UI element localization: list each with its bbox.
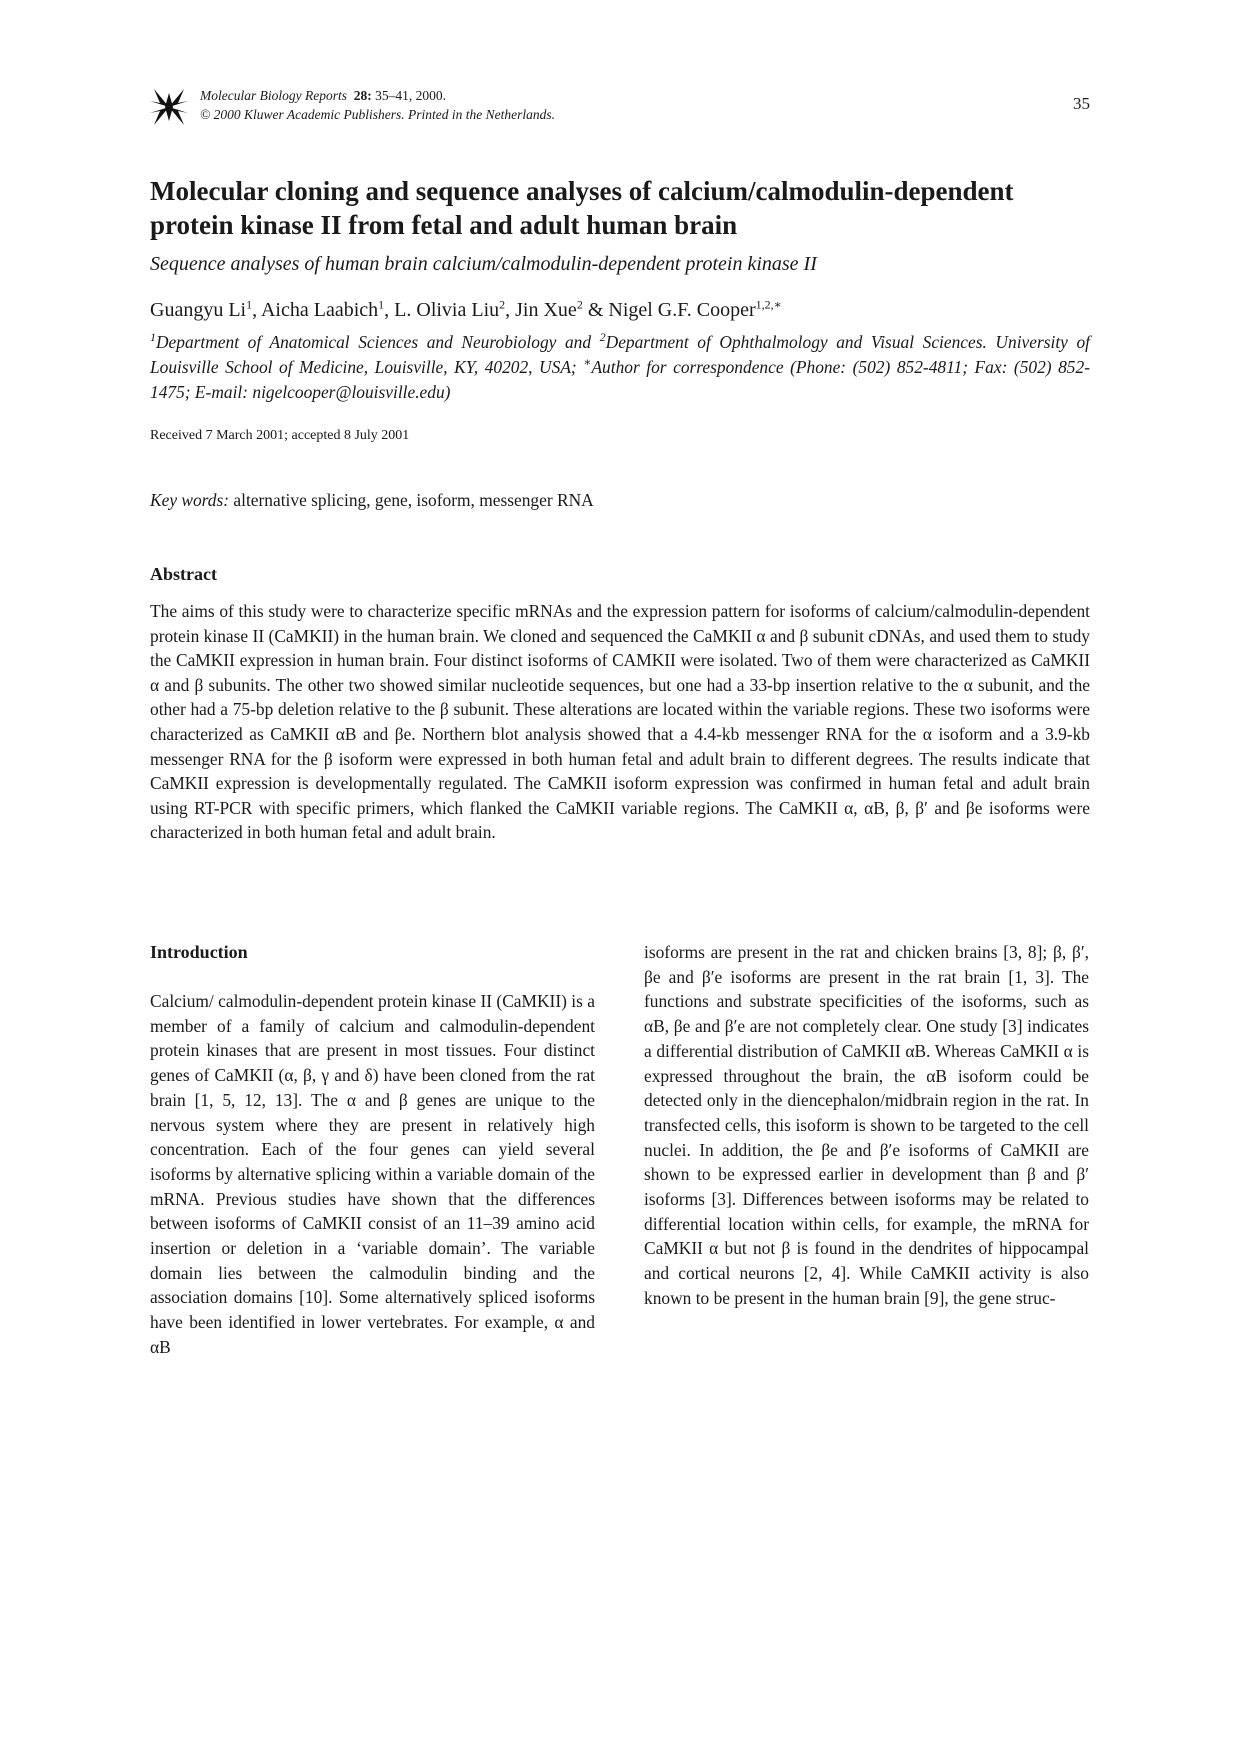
correspondence-text: Author for correspondence (Phone: (502) 852-4811; Fax: (502) 852-1475; E-mail: nigelcooper@louisville.edu) xyxy=(150,357,1090,402)
author-affil-mark: 1 xyxy=(378,297,385,312)
publisher-logo-icon xyxy=(150,87,188,127)
keywords-label: Key words: xyxy=(150,490,230,510)
author-affil-mark: 2 xyxy=(499,297,506,312)
author-name: & Nigel G.F. Cooper xyxy=(582,299,756,321)
journal-volume: 28: xyxy=(353,88,372,103)
paper-title: Molecular cloning and sequence analyses of calcium/calmodulin-dependent protein kinase II from fetal and adult human brain xyxy=(150,176,1014,240)
author-list xyxy=(150,297,1090,323)
affil-mark: 1 xyxy=(150,330,156,345)
abstract-text: The aims of this study were to characterize specific mRNAs and the expression pattern for isoforms of calcium/calmodulin-dependent protein kinase II (CaMKII) in the human brain. We cloned and sequenced the CaMKII α and β subunit cDNAs, and used them to study the CaMKII expression in human brain. Four distinct isoforms of CAMKII were isolated. Two of them were characterized as CaMKII α and β subunits. The other two showed similar nucleotide sequences, but one had a 33-bp insertion relative to the α subunit, and the other had a 75-bp deletion relative to the β subunit. These alterations are located within the variable regions. These two isoforms were characterized as CaMKII αB and βe. Northern blot analysis showed that a 4.4-kb messenger RNA for the α isoform and a 3.9-kb messenger RNA for the β isoform were expressed in both human fetal and adult brain to different degrees. The results indicate that CaMKII expression is developmentally regulated. The CaMKII isoform expression was confirmed in human fetal and adult brain using RT-PCR with specific primers, which flanked the CaMKII variable regions. The CaMKII α, αB, β, β′ and βe isoforms were characterized in both human fetal and adult brain. xyxy=(150,601,1090,843)
journal-info xyxy=(200,86,555,124)
author-name: , Jin Xue xyxy=(505,299,577,321)
author-name: , Aicha Laabich xyxy=(252,299,379,321)
intro-column-right: isoforms are present in the rat and chicken brains [3, 8]; β, β′, βe and β′e isoforms are present in the rat brain [1, 3]. The functions and substrate specificities of the isoforms, such as αB, βe and β′e are not completely clear. One study [3] indicates a differential distribution of CaMKII αB. Whereas CaMKII α is expressed throughout the brain, the αB isoform could be detected only in the diencephalon/midbrain region in the rat. In transfected cells, this isoform is shown to be targeted to the cell nuclei. In addition, the βe and β′e isoforms of CaMKII are shown to be expressed earlier in development than β and β′ isoforms [3]. Differences between isoforms may be related to differential location within cells, for example, the mRNA for CaMKII α but not β is found in the dendrites of hippocampal and cortical neurons [2, 4]. While CaMKII activity is also known to be present in the human brain [9], the gene struc- xyxy=(644,942,1089,1308)
affil-mark: ∗ xyxy=(583,355,592,370)
affil-mark: 2 xyxy=(599,330,606,345)
introduction-heading: Introduction xyxy=(150,942,248,962)
journal-name: Molecular Biology Reports xyxy=(200,88,347,103)
author-affil-mark: 2 xyxy=(576,297,583,312)
affil-text: Department of Anatomical Sciences and Neurobiology and xyxy=(156,332,600,352)
keywords-text: alternative splicing, gene, isoform, messenger RNA xyxy=(229,490,594,510)
journal-pages: 35–41, 2000. xyxy=(375,88,446,103)
intro-column-left: Calcium/ calmodulin-dependent protein kinase II (CaMKII) is a member of a family of calcium and calmodulin-dependent protein kinases that are present in most tissues. Four distinct genes of CaMKII (α, β, γ and δ) have been cloned from the rat brain [1, 5, 12, 13]. The α and β genes are unique to the nervous system where they are present in relatively high concentration. Each of the four genes can yield several isoforms by alternative splicing within a variable domain of the mRNA. Previous studies have shown that the differences between isoforms of CaMKII consist of an 11–39 amino acid insertion or deletion in a ‘variable domain’. The variable domain lies between the calmodulin binding and the association domains [10]. Some alternatively spliced isoforms have been identified in lower vertebrates. For example, α and αB xyxy=(150,991,595,1357)
author-affil-mark: 1 xyxy=(246,297,253,312)
affiliations xyxy=(150,330,1090,405)
author-affil-mark: 1,2,∗ xyxy=(755,297,782,312)
keywords xyxy=(150,490,594,511)
abstract-heading: Abstract xyxy=(150,564,217,584)
author-name: , L. Olivia Liu xyxy=(384,299,500,321)
received-dates: Received 7 March 2001; accepted 8 July 2001 xyxy=(150,428,410,443)
copyright-line: © 2000 Kluwer Academic Publishers. Printed in the Netherlands. xyxy=(200,107,555,122)
affil-text: Department of Ophthalmology and Visual Sciences. University of Louisville School of Medicine, Louisville, KY, 40202, USA; xyxy=(150,332,1090,377)
author-name: Guangyu Li xyxy=(150,299,247,321)
paper-subtitle: Sequence analyses of human brain calcium/calmodulin-dependent protein kinase II xyxy=(150,253,817,275)
page-number: 35 xyxy=(1073,94,1090,113)
